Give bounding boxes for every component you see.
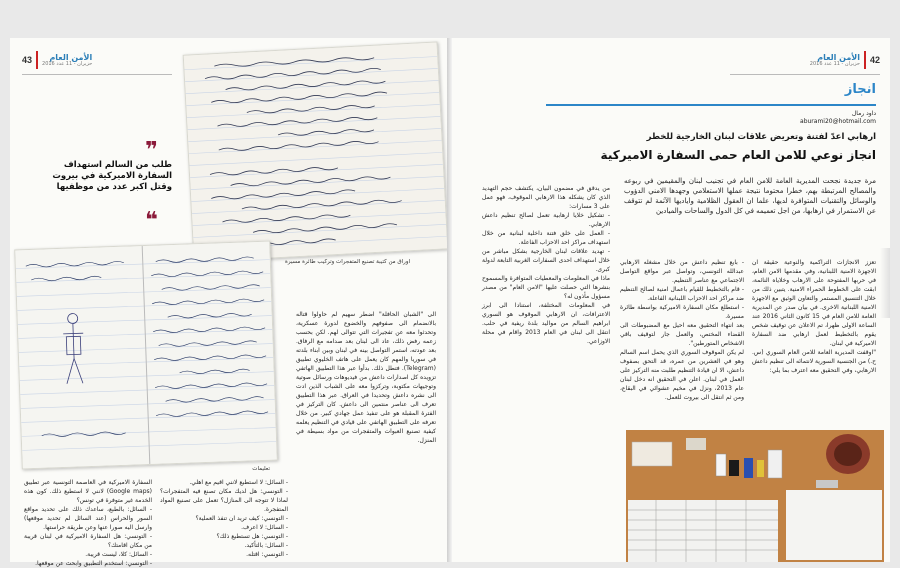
notebook-photo-bottom — [14, 241, 278, 470]
author-email: aburami20@hotmail.com — [800, 118, 876, 125]
caption-bottom-photo: تعليمات — [252, 466, 270, 472]
right-page — [452, 38, 890, 562]
body-column-middle: - بايع تنظيم داعش من خلال مشغله الارهابي عبدالله التونسي، وتواصل عبر مواقع التواصل الاجتماعي مع عناصر التنظيم. - قام بالتخطيط للقيام باعمال امنية لصالح التنظيم ضد مراكز احد الاحزاب اللبنانية الفاعلة. - استطلع مكان السفارة الاميركية بواسطة طائرة مسيرة. بعد انتهاء التحقيق معه احيل مع المضبوطات الى القضاء المختص، والعمل جار لتوقيف باقي الاشخاص المتورطين". لم يكن الموقوف السوري الذي يحمل اسم السالم وهو في العشرين من عمره، قد التحق بصفوف داعش، الا ان قيادة التنظيم طلبت منه التركيز على العمل في لبنان. اعلن في التحقيق انه دخل لبنان عام 2013، ونزل في مخيم عشوائي في البقاع، ومن ثم انتقل الى بيروت للعمل. — [620, 259, 744, 401]
quote-open-icon: ❞ — [145, 138, 158, 163]
article-kicker: ارهابي اعدّ لفتنة وتعريض علاقات لبنان الخارجية للخطر — [646, 132, 876, 142]
body-column-left: السفارة الاميركية في العاصمة التونسية عبر تطبيق (Google maps) لانني لا استطيع ذلك. كون هذه الخدمة غير متوفرة في تونس؟ - السائل: بالطبع، ساعدك ذلك على تحديد مواقع السور والحراس (عند السائل لم تحديد موقعها) وارسل اليه صورا عنها وعن طريقة حراستها. - التونسي: هل السفارة الاميركية في لبنان قريبة من مكان اقامتك؟ - السائل: كلا، ليست قريبة. - التونسي: استخدم التطبيق وابحث عن موقعها. — [24, 479, 152, 567]
evidence-photo — [626, 430, 884, 562]
pull-quote: طلب من السالم استهداف السفارة الاميركية في بيروت وقتل اكبر عدد من موظفيها — [52, 160, 172, 192]
page-number-right: 42 — [869, 55, 880, 65]
author-byline — [676, 110, 876, 126]
magazine-masthead-right — [810, 54, 860, 67]
magazine-masthead-left — [42, 54, 92, 67]
body-column-right: تعزز الانجازات التراكمية والنوعية حقيقة ان الاجهزة الامنية اللبنانية، وفي مقدمها الامن العام، في حربها المفتوحة على الارهاب وخلاياه النائمة، ابقت على الخطوط الحمراء الامنية. يتبين ذلك من خلال التنسيق المستمر والتعاون الوثيق مع الاجهزة الامنية اللبنانية الاخرى. في بيان صدر عن المديرية العامة للامن العام في 15 كانون الثاني 2016 عند الساعة الاولى ظهرا، تم الاعلان عن توقيف شخص يقوم بالتخطيط لعمل ارهابي ضد السفارة الاميركية في لبنان. "اوقفت المديرية العامة للامن العام السوري (س. ح.) من الجنسية السورية لانتمائه الى تنظيم داعش الارهابي، وفي التحقيق معه اعترف بما يلي: — [752, 259, 876, 374]
magazine-name-left: الأمن العام — [49, 52, 93, 62]
header-rule-left — [22, 74, 172, 75]
page-number-left: 43 — [22, 55, 33, 65]
notebook-photo-top — [183, 41, 449, 262]
body-column-right: الى "الشبان الحافلة" اضطر سهيم لم حاولوا قتاله بالانضمام الى صفوفهم والخضوع لدورة عسكرية، وتحدثوا معه عن تفجيرات التي تتوالى لهم. لكن بحسب زعمه رفض ذلك، عاد الى لبنان بعد صدامه مع الرفاق. بعد عودته، استمر التواصل بينه في لبنان وبين ابناء بلدته في سوريا والمهم كان يعمل على هاتف الخليوي تطبيق (Telegram). فتطل ذلك. بدأوا عبر هذا التطبيق الهاتفي تزويده كل اصدارات داعش من فيديوهات ورسائل صوتية وتوجيهات مكتوبة، وتركزوا معه على الشباب الذين ادت الى نشره داعش وتحديدا في العراق. عبر هذا التطبيق تعرف الى عناصر منتمين الى داعش. كان التركيز في الفترة المقبلة هو على تنفيذ عمل جهادي كبير. من خلال تعرفه على التطبيق الهاتفي على قيادي في التنظيم يعلمه كيفية تصنيع العبوات والمتفجرات من مواد بسيطة في المنزل. — [296, 311, 436, 444]
magazine-name-right: الأمن العام — [817, 52, 860, 62]
quote-close-icon: ❝ — [145, 208, 158, 233]
caption-top-photo: اوراق من كتيبة تصنيع المتفجرات وتركيب طائرة مسيرة — [284, 259, 410, 265]
body-column-middle: - السائل: لا استطيع لانني اقيم مع اهلي. - التونسي: هل لديك مكان تصنع فيه المتفجرات؟ لماذا لا تتوجه الى المنازل؟ تعمل على تصنيع المواد المتفجرة. - التونسي: كيف تريد ان تنفذ العملية؟ - السائل: لا اعرف. - التونسي: هل تستطيع ذلك؟ - السائل: بالتأكيد. - التونسي: اقتله. — [160, 479, 288, 558]
article-lead: مرة جديدة نجحت المديرية العامة للامن العام في تجنيب لبنان والمقيمين في ربوعه والمصالح المرتبطة بهم، خطرا محتوما نتيجة عملها الاستعلامي وجهدها الامني الدؤوب والوسائل والتقنيات المتوافرة لديها، علما ان العقول الظلامية واياديها الآثمة لم تتوقف عن الاستمرار في ارهابها، من اجل تعميمه في كل الدول والساحات والميادين — [624, 177, 876, 215]
magazine-issue-left: 2016 حزيران - 11 عدد — [42, 60, 93, 67]
body-column-left: من يدقق في مضمون البيان، يكتشف حجم التهديد الذي كان يشكله هذا الارهابي الموقوف، فهو عمل على 3 مسارات: - تشكيل خلايا ارهابية تعمل لصالح تنظيم داعش الارهابي. - العمل على خلق فتنة داخلية لبنانية من خلال استهداف مراكز احد الاحزاب الفاعلة. - تهديد علاقات لبنان الخارجية بشكل مباشر من خلال استهداف احدى السفارات الغربية التابعة لدولة كبرى. ماذا في المعلومات والمعطيات المتوافرة والمسموح بنشرها التي حصلت عليها "الامن العام" من مصدر مسؤول مأذون له؟ في المعلومات المختلفة، استنادا الى ابرز الاعترافات، ان الارهابي الموقوف هو السوري ابراهيم السالم من مواليد بلدة ريفية في حلب. انتقل الى لبنان في العام 2013 واقام في محلة الاوزاعي. — [482, 185, 610, 345]
author-name: داود رمال — [851, 110, 876, 117]
page-curl — [880, 248, 890, 318]
magazine-issue-right: 2016 حزيران - 11 عدد — [809, 60, 860, 67]
right-page-header — [810, 48, 880, 72]
article-headline: انجاز نوعي للامن العام حمى السفارة الاميركية — [600, 148, 876, 162]
header-rule-right — [730, 74, 880, 75]
header-divider — [36, 51, 38, 69]
section-rule — [546, 104, 876, 106]
header-divider — [864, 51, 866, 69]
left-page — [10, 38, 447, 567]
left-page-header — [22, 48, 92, 72]
section-label: انجاز — [844, 82, 876, 97]
